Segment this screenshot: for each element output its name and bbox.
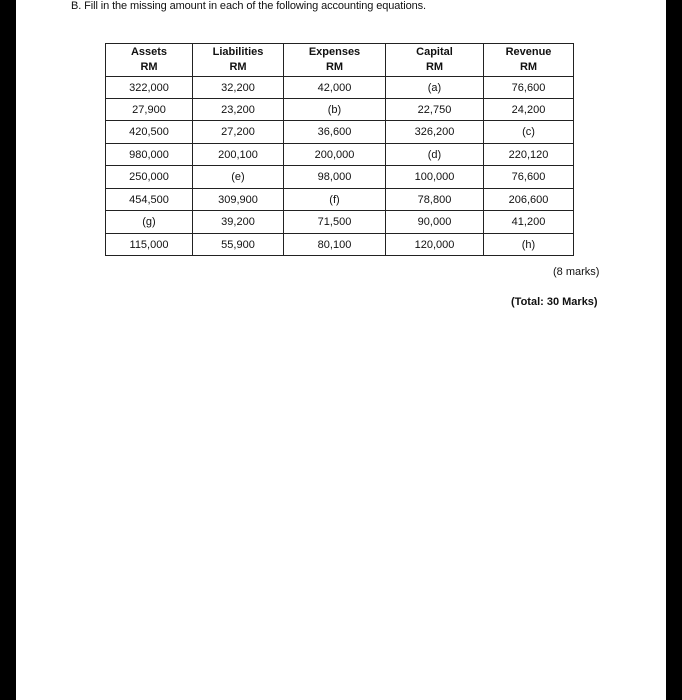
table-cell: (b) — [284, 99, 386, 121]
table-cell: 100,000 — [386, 166, 484, 189]
table-row — [106, 121, 574, 144]
table-cell: 32,200 — [193, 77, 284, 99]
table-cell: 36,600 — [284, 121, 386, 144]
table-cell: 71,500 — [284, 211, 386, 234]
table-cell: 27,900 — [106, 99, 193, 121]
header-expenses: Expenses RM — [284, 44, 386, 77]
header-capital: Capital RM — [386, 44, 484, 77]
table-row — [106, 189, 574, 211]
table-cell: 220,120 — [484, 144, 574, 166]
table-row — [106, 234, 574, 256]
table-cell: 980,000 — [106, 144, 193, 166]
table-header-row — [106, 44, 574, 77]
table-cell: (f) — [284, 189, 386, 211]
document-page — [16, 0, 666, 700]
table-cell: 80,100 — [284, 234, 386, 256]
marks-label: (8 marks) — [553, 266, 600, 278]
table-cell: 454,500 — [106, 189, 193, 211]
table-cell: (g) — [106, 211, 193, 234]
header-liabilities: Liabilities RM — [193, 44, 284, 77]
table-row — [106, 211, 574, 234]
table-cell: 22,750 — [386, 99, 484, 121]
accounting-equation-table — [105, 43, 574, 256]
question-text: B. Fill in the missing amount in each of the following accounting equations. — [71, 0, 426, 12]
table-cell: 326,200 — [386, 121, 484, 144]
table-cell: 55,900 — [193, 234, 284, 256]
table-cell: 120,000 — [386, 234, 484, 256]
table-cell: 39,200 — [193, 211, 284, 234]
table-cell: 206,600 — [484, 189, 574, 211]
table-row — [106, 77, 574, 99]
table-cell: (h) — [484, 234, 574, 256]
table-cell: (a) — [386, 77, 484, 99]
table-cell: 76,600 — [484, 166, 574, 189]
table-cell: (d) — [386, 144, 484, 166]
table-cell: 23,200 — [193, 99, 284, 121]
table-row — [106, 166, 574, 189]
header-revenue: Revenue RM — [484, 44, 574, 77]
table-row — [106, 144, 574, 166]
table-cell: 420,500 — [106, 121, 193, 144]
table-cell: (c) — [484, 121, 574, 144]
table-row — [106, 99, 574, 121]
table-cell: 250,000 — [106, 166, 193, 189]
table-cell: 98,000 — [284, 166, 386, 189]
table-cell: 76,600 — [484, 77, 574, 99]
table-cell: 42,000 — [284, 77, 386, 99]
table-cell: 322,000 — [106, 77, 193, 99]
table-cell: 90,000 — [386, 211, 484, 234]
table-cell: (e) — [193, 166, 284, 189]
table-cell: 309,900 — [193, 189, 284, 211]
table-cell: 27,200 — [193, 121, 284, 144]
table-cell: 41,200 — [484, 211, 574, 234]
table-cell: 78,800 — [386, 189, 484, 211]
header-assets: Assets RM — [106, 44, 193, 77]
total-marks-label: (Total: 30 Marks) — [511, 296, 598, 308]
table-cell: 200,000 — [284, 144, 386, 166]
table-cell: 24,200 — [484, 99, 574, 121]
table-cell: 115,000 — [106, 234, 193, 256]
table-cell: 200,100 — [193, 144, 284, 166]
